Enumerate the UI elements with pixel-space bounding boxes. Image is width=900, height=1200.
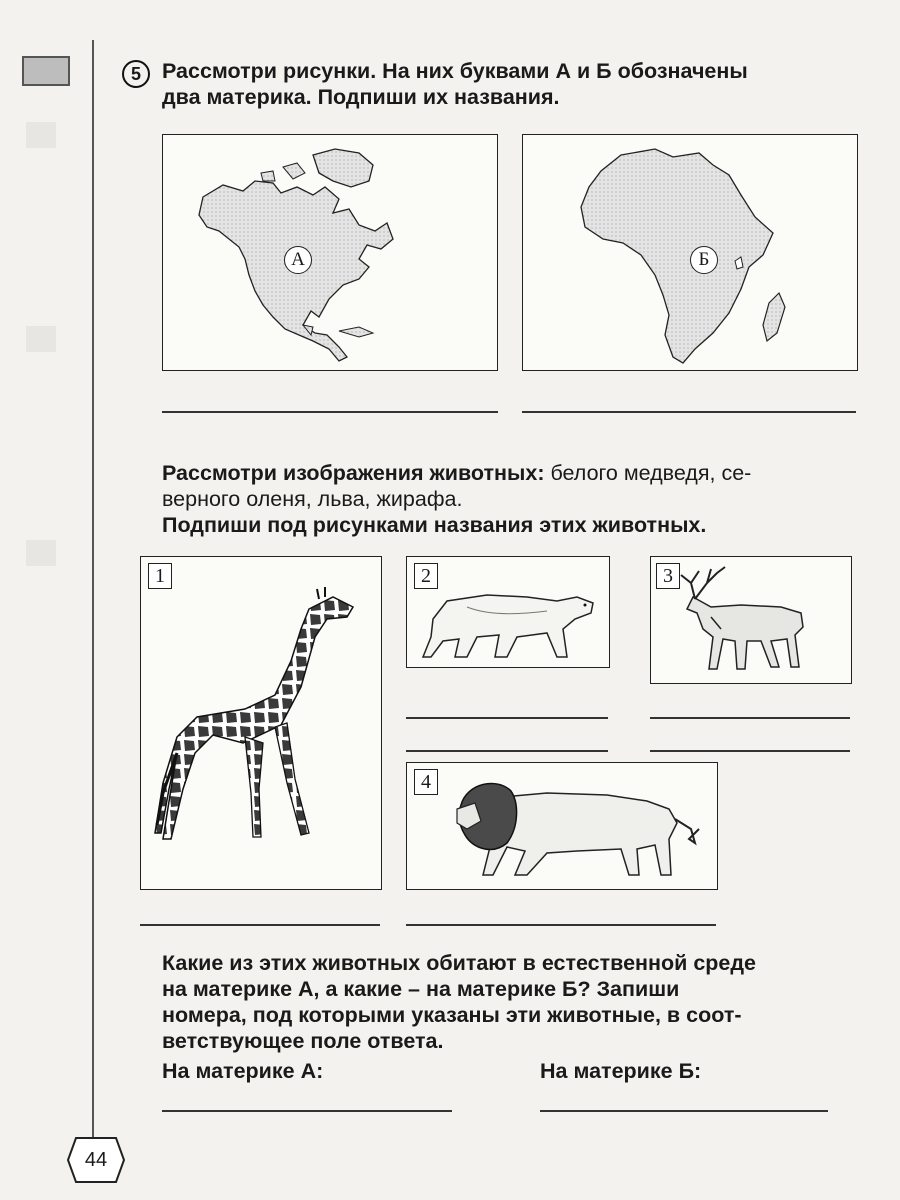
map-answer-line-a[interactable]	[162, 411, 498, 413]
margin-mark	[26, 540, 56, 566]
map-frame-b	[522, 134, 858, 371]
question-line-1: Какие из этих животных обитают в естественной среде	[162, 951, 756, 975]
africa-map-icon	[523, 135, 857, 370]
animal-frame-1	[140, 556, 382, 890]
giraffe-icon	[141, 557, 381, 889]
page-number: 44	[84, 1149, 108, 1171]
animal-number-3: 3	[656, 563, 680, 589]
map-label-a: А	[284, 246, 312, 274]
lion-icon	[407, 763, 717, 889]
animals-intro-line-1	[162, 460, 751, 486]
animals-intro-rest: белого медведя, се-	[544, 461, 752, 485]
animal-answer-line-2a[interactable]	[406, 717, 608, 719]
animal-answer-line-3a[interactable]	[650, 717, 850, 719]
north-america-map-icon	[163, 135, 497, 370]
animals-intro-bold: Рассмотри изображения животных:	[162, 461, 545, 485]
question-line-3: номера, под которыми указаны эти животные, в соот-	[162, 1003, 742, 1027]
answer-b-line[interactable]	[540, 1110, 828, 1112]
animal-answer-line-3b[interactable]	[650, 750, 850, 752]
animal-answer-line-1[interactable]	[140, 924, 380, 926]
animal-number-1: 1	[148, 563, 172, 589]
animal-number-4: 4	[414, 769, 438, 795]
animal-frame-4	[406, 762, 718, 890]
question-line-4: ветствующее поле ответа.	[162, 1029, 444, 1053]
margin-tab	[22, 56, 70, 86]
animal-frame-3	[650, 556, 852, 684]
animal-answer-line-2b[interactable]	[406, 750, 608, 752]
question-line-2: на материке А, а какие – на материке Б? Запиши	[162, 977, 680, 1001]
answer-b-label: На материке Б:	[540, 1059, 702, 1083]
task-number: 5	[122, 60, 150, 88]
task-intro-line-2: два материка. Подпиши их названия.	[162, 85, 560, 109]
animal-number-2: 2	[414, 563, 438, 589]
map-answer-line-b[interactable]	[522, 411, 856, 413]
margin-mark	[26, 326, 56, 352]
answer-a-line[interactable]	[162, 1110, 452, 1112]
answer-a-label: На материке А:	[162, 1059, 324, 1083]
map-frame-a	[162, 134, 498, 371]
map-label-b: Б	[690, 246, 718, 274]
reindeer-icon	[651, 557, 851, 683]
margin-line	[92, 40, 94, 1160]
animals-intro-line-3: Подпиши под рисунками названия этих животных.	[162, 513, 707, 537]
animals-intro-line-2: верного оленя, льва, жирафа.	[162, 487, 463, 511]
animal-answer-line-4[interactable]	[406, 924, 716, 926]
page-number-badge	[66, 1136, 126, 1184]
margin-mark	[26, 122, 56, 148]
task-intro-line-1: Рассмотри рисунки. На них буквами А и Б обозначены	[162, 59, 748, 83]
